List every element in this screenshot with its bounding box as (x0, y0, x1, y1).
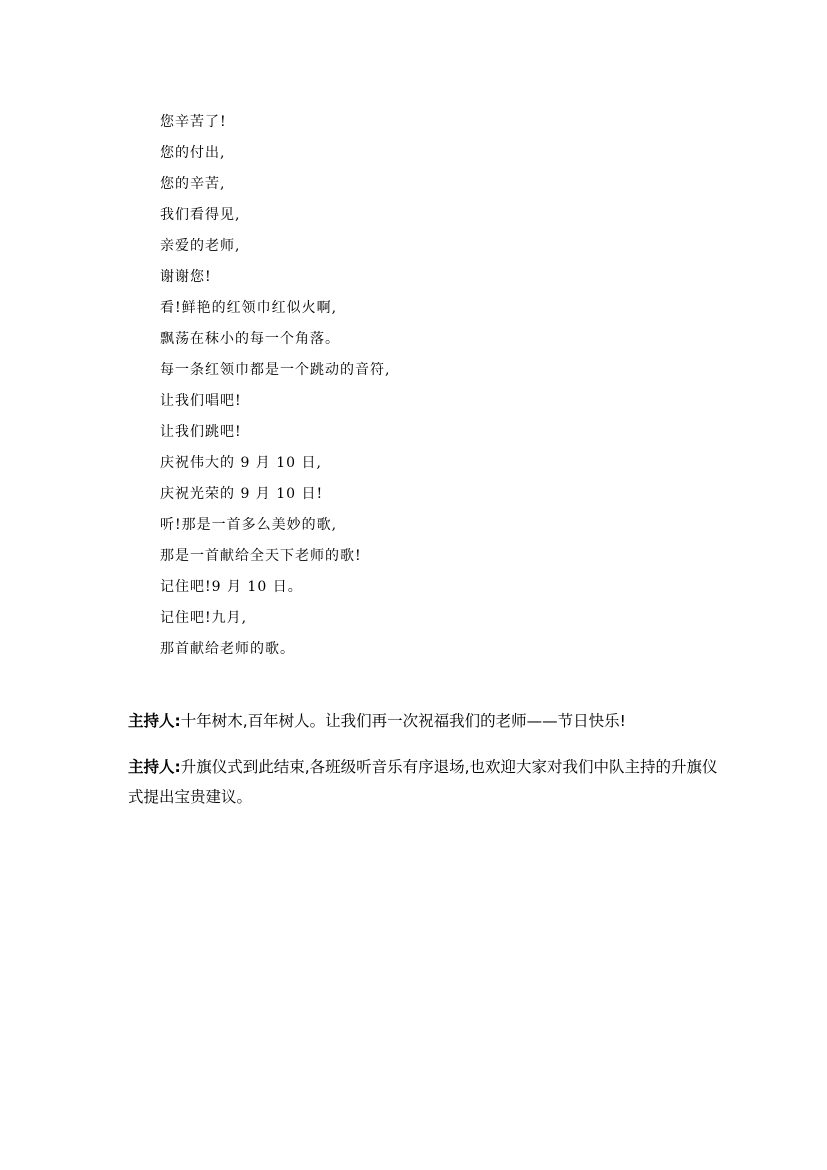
poem-line: 让我们跳吧! (160, 424, 242, 440)
poem-line: 庆祝光荣的 9 月 10 日! (160, 486, 324, 502)
poem-line: 那是一首献给全天下老师的歌! (160, 548, 362, 564)
poem (160, 107, 390, 665)
poem-line: 记住吧!九月, (160, 610, 248, 626)
poem-line: 每一条红领巾都是一个跳动的音符, (160, 362, 391, 378)
host-paragraph (128, 752, 718, 812)
poem-line: 庆祝伟大的 9 月 10 日, (160, 455, 322, 471)
poem-line: 记住吧!9 月 10 日。 (160, 579, 303, 595)
poem-line: 那首献给老师的歌。 (160, 641, 295, 657)
poem-line: 您的辛苦, (160, 176, 226, 192)
poem-line: 听!那是一首多么美妙的歌, (160, 517, 338, 533)
poem-line: 看!鲜艳的红领巾红似火啊, (160, 300, 338, 316)
host-speaker-label: 主持人: (128, 712, 181, 730)
host-speech-text: 升旗仪式到此结束,各班级听音乐有序退场,也欢迎大家对我们中队主持的升旗仪式提出宝贵建议。 (128, 758, 718, 806)
poem-line: 您辛苦了! (160, 114, 227, 130)
poem-line: 我们看得见, (160, 207, 241, 223)
poem-line: 亲爱的老师, (160, 238, 241, 254)
poem-line: 让我们唱吧! (160, 393, 242, 409)
poem-line: 飘荡在秣小的每一个角落。 (160, 331, 340, 347)
poem-line: 您的付出, (160, 145, 226, 161)
host-speech-text: 十年树木,百年树人。让我们再一次祝福我们的老师——节日快乐! (180, 712, 626, 730)
host-speaker-label: 主持人: (128, 758, 181, 776)
poem-line: 谢谢您! (160, 269, 212, 285)
host-paragraph (128, 706, 718, 736)
